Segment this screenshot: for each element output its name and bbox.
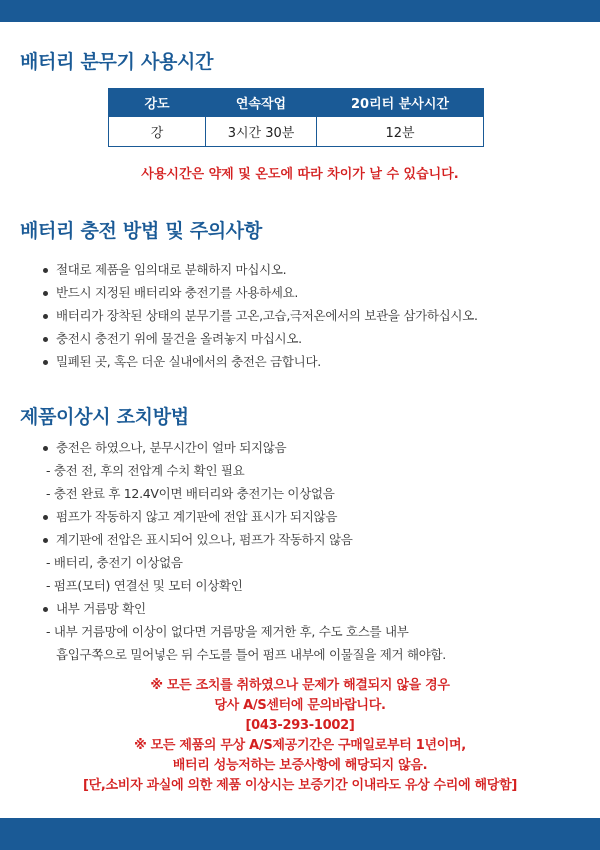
- usage-title: 배터리 분무기 사용시간: [20, 51, 214, 73]
- notice-line: ※ 모든 제품의 무상 A/S제공기간은 구매일로부터 1년이며,: [134, 738, 466, 753]
- notice-line: 배터리 성능저하는 보증사항에 해당되지 않음.: [172, 758, 428, 773]
- list-item: 절대로 제품을 임의대로 분해하지 마십시오.: [42, 258, 478, 281]
- cell-continuous-work: 3시간 30분: [206, 117, 317, 147]
- list-subitem: - 충전 완료 후 12.4V이면 배터리와 충전기는 이상없음: [46, 486, 335, 501]
- as-notice: [0, 676, 600, 796]
- list-item: 충전은 하였으나, 분무시간이 얼마 되지않음: [42, 436, 446, 459]
- charging-list: [42, 258, 478, 373]
- top-bar: [0, 0, 600, 22]
- table-row: [109, 117, 484, 147]
- header-spray-time: 20리터 분사시간: [317, 89, 484, 117]
- list-subitem: - 배터리, 충전기 이상없음: [46, 555, 183, 570]
- table-header-row: [109, 89, 484, 117]
- cell-strength: 강: [109, 117, 206, 147]
- charging-title: 배터리 충전 방법 및 주의사항: [20, 220, 262, 242]
- list-item: 배터리가 장착된 상태의 분무기를 고온,고습,극저온에서의 보관을 삼가하십시오.: [42, 304, 478, 327]
- list-item: 반드시 지정된 배터리와 충전기를 사용하세요.: [42, 281, 478, 304]
- list-item: 펌프가 작동하지 않고 계기판에 전압 표시가 되지않음: [42, 505, 446, 528]
- list-subitem: - 내부 거름망에 이상이 없다면 거름망을 제거한 후, 수도 호스를 내부: [46, 624, 409, 639]
- list-item: 내부 거름망 확인: [42, 597, 446, 620]
- notice-line: 당사 A/S센터에 문의바랍니다.: [214, 698, 386, 713]
- bottom-bar: [0, 818, 600, 850]
- notice-line: ※ 모든 조치를 취하였으나 문제가 해결되지 않을 경우: [150, 678, 450, 693]
- list-subitem-continued: 흡입구쪽으로 밀어넣은 뒤 수도를 틀어 펌프 내부에 이물질을 제거 해야함.: [56, 647, 446, 662]
- header-continuous-work: 연속작업: [206, 89, 317, 117]
- list-item: 밀폐된 곳, 혹은 더운 실내에서의 충전은 금합니다.: [42, 350, 478, 373]
- list-item: 충전시 충전기 위에 물건을 올려놓지 마십시오.: [42, 327, 478, 350]
- notice-phone: [043-293-1002]: [245, 718, 355, 733]
- list-subitem: - 충전 전, 후의 전압계 수치 확인 필요: [46, 463, 245, 478]
- troubleshooting-list: [42, 436, 446, 666]
- list-subitem: - 펌프(모터) 연결선 및 모터 이상확인: [46, 578, 243, 593]
- usage-table: [108, 88, 484, 147]
- cell-spray-time: 12분: [317, 117, 484, 147]
- header-strength: 강도: [109, 89, 206, 117]
- notice-line: [단,소비자 과실에 의한 제품 이상시는 보증기간 이내라도 유상 수리에 해당함]: [83, 778, 517, 793]
- troubleshooting-title: 제품이상시 조치방법: [20, 406, 189, 428]
- usage-note: 사용시간은 약제 및 온도에 따라 차이가 날 수 있습니다.: [141, 167, 459, 182]
- list-item: 계기판에 전압은 표시되어 있으나, 펌프가 작동하지 않음: [42, 528, 446, 551]
